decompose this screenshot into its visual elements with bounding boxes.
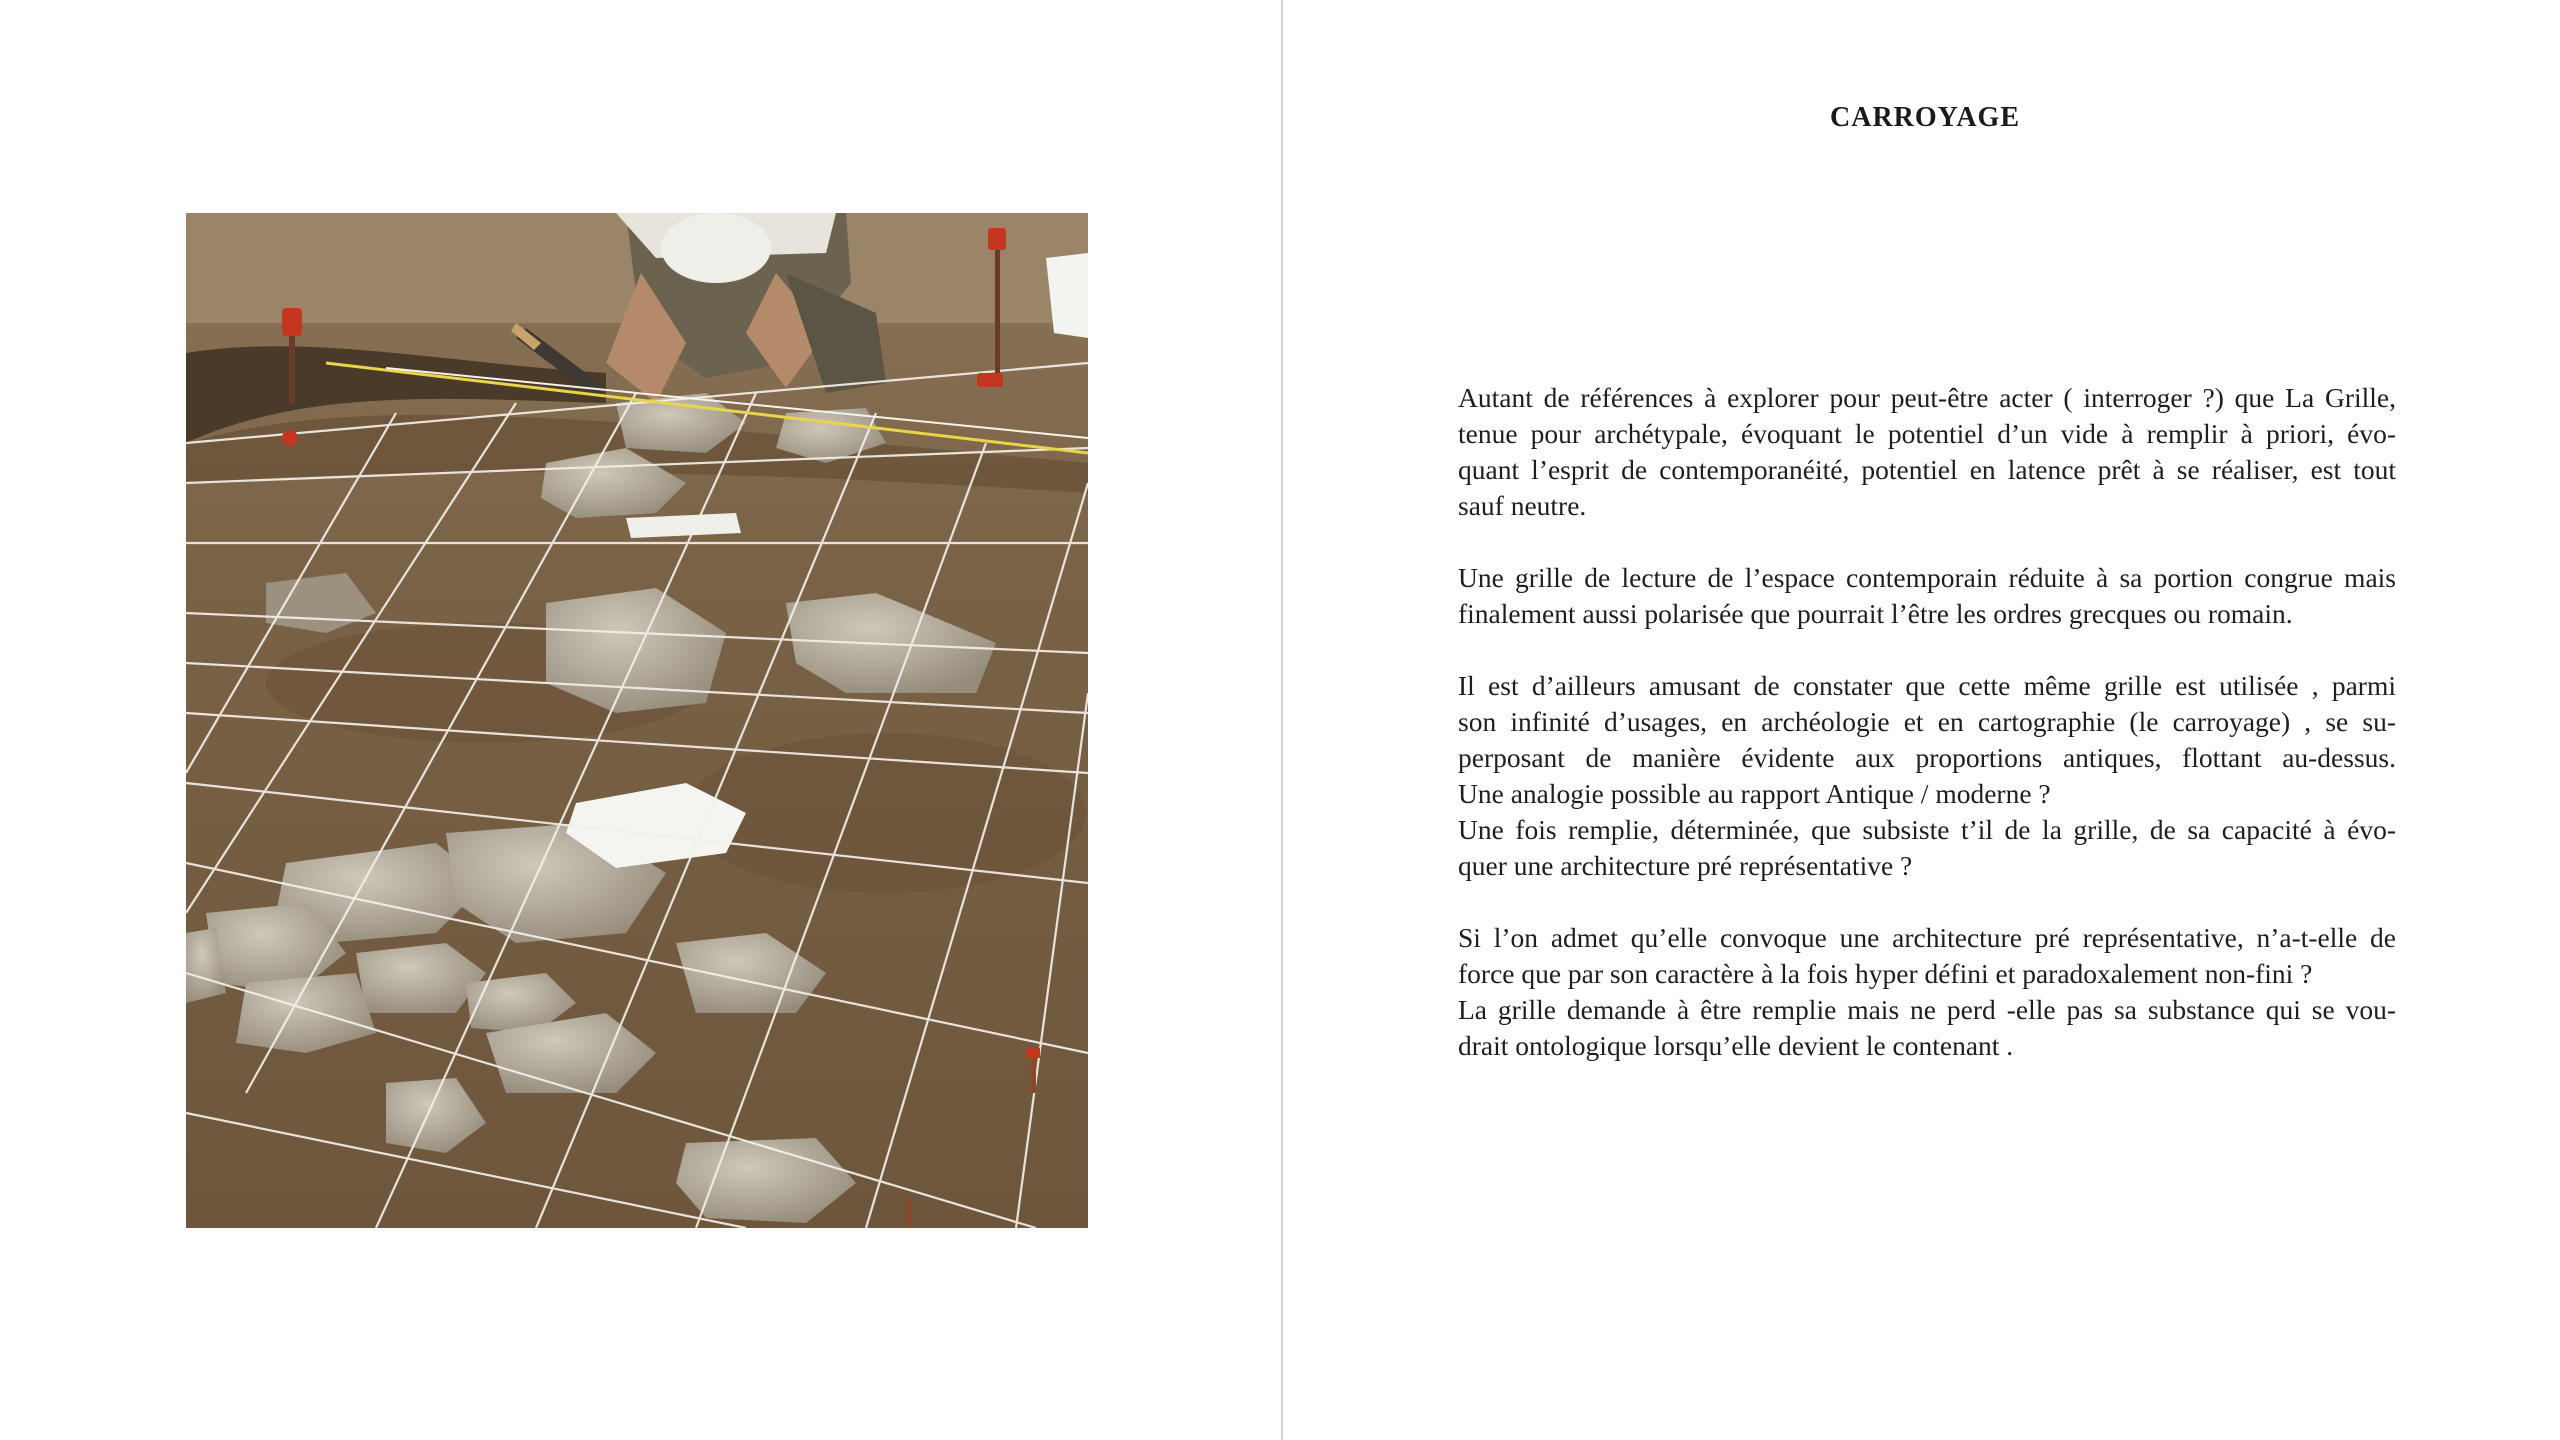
text-line: force que par son caractère à la fois hyper défini et paradoxalement non-fini ? xyxy=(1458,958,2313,989)
paragraph-2 xyxy=(1458,560,2396,632)
text-line: La grille demande à être remplie mais ne perd -elle pas sa substance qui se vou- xyxy=(1458,994,2396,1025)
text-line: Il est d’ailleurs amusant de constater que cette même grille est utilisée , parmi xyxy=(1458,670,2396,701)
text-line: Autant de références à explorer pour peut-être acter ( interroger ?) que La Grille, xyxy=(1458,382,2396,413)
text-line: quer une architecture pré représentative ? xyxy=(1458,850,1913,881)
text-line: Une analogie possible au rapport Antique / moderne ? xyxy=(1458,778,2051,809)
text-line: Une grille de lecture de l’espace contemporain réduite à sa portion congrue mais xyxy=(1458,562,2396,593)
page-title: CARROYAGE xyxy=(1830,102,2020,133)
text-line: finalement aussi polarisée que pourrait l’être les ordres grecques ou romain. xyxy=(1458,598,2293,629)
paragraph-1 xyxy=(1458,380,2396,524)
excavation-photo-illustration xyxy=(186,213,1088,1228)
excavation-photo xyxy=(186,213,1088,1228)
text-line: drait ontologique lorsqu’elle devient le contenant . xyxy=(1458,1030,2014,1061)
paragraph-4 xyxy=(1458,920,2396,1064)
paragraph-3 xyxy=(1458,668,2396,884)
text-line: quant l’esprit de contemporanéité, potentiel en latence prêt à se réaliser, est tout xyxy=(1458,454,2396,485)
body-text xyxy=(1458,380,2396,1100)
text-line: Si l’on admet qu’elle convoque une architecture pré représentative, n’a-t-elle de xyxy=(1458,922,2396,953)
text-line: son infinité d’usages, en archéologie et en cartographie (le carroyage) , se su- xyxy=(1458,706,2396,737)
text-line: tenue pour archétypale, évoquant le potentiel d’un vide à remplir à priori, évo- xyxy=(1458,418,2396,449)
text-line: Une fois remplie, déterminée, que subsiste t’il de la grille, de sa capacité à évo- xyxy=(1458,814,2396,845)
text-line: perposant de manière évidente aux proportions antiques, flottant au-dessus. xyxy=(1458,742,2396,773)
text-line: sauf neutre. xyxy=(1458,490,1587,521)
